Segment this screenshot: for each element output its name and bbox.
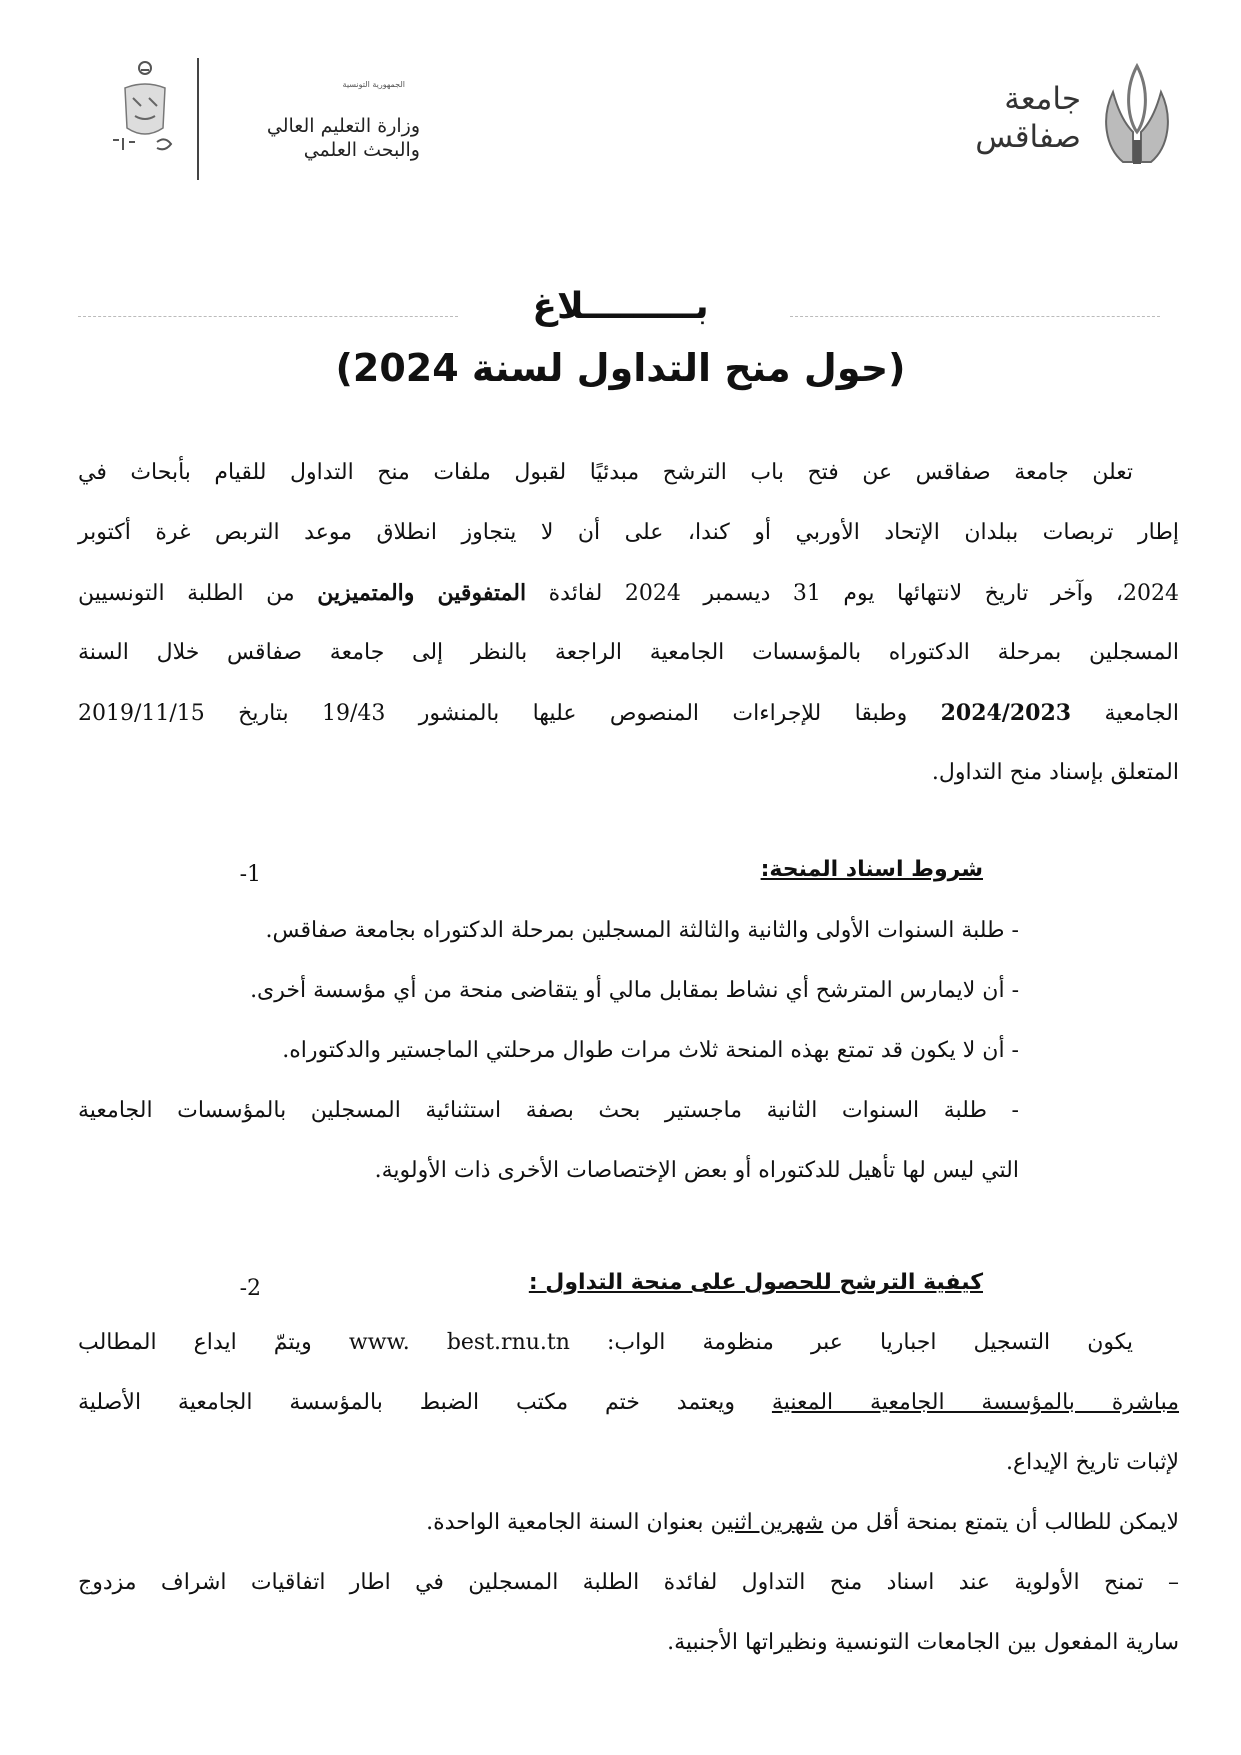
section2-number [240,1276,261,1301]
header-divider [197,58,199,180]
intro-line-1: تعلن جامعة صفاقس عن فتح باب الترشح مبدئيًا لقبول ملفات منح التداول للقيام بأبحاث في [78,460,1133,485]
university-logo [881,62,1181,172]
ministry-name-line2: والبحث العلمي [303,139,420,161]
intro-line-4: المسجلين بمرحلة الدكتوراه بالمؤسسات الجامعية الراجعة بالنظر إلى جامعة صفاقس خلال السنة [78,640,1179,665]
announcement-subtitle: (حول منح التداول لسنة 2024) [335,346,906,390]
republic-label: الجمهورية التونسية [342,80,405,89]
two-months-underlined: شهرين اثنين [710,1510,824,1535]
section2-line-1-b: ويتمّ ايداع المطالب [78,1330,349,1355]
intro-line-5-b: وطبقا للإجراءات المنصوص عليها بالمنشور 19/43 بتاريخ 2019/11/15 [78,701,941,726]
university-name-line1: جامعة [1004,81,1081,117]
section2-line-2-rest: ويعتمد ختم مكتب الضبط بالمؤسسة الجامعية الأصلية [78,1390,772,1415]
intro-line-6: المتعلق بإسناد منح التداول. [931,760,1179,785]
section2-line-4-a: لايمكن للطالب أن يتمتع بمنحة أقل من [823,1510,1179,1535]
university-emblem-icon [1093,62,1181,172]
section2-number-text: -2 [239,1276,261,1301]
intro-line-5-a: الجامعية [1071,701,1179,726]
section2-heading [529,1270,983,1295]
ministry-name [210,114,420,162]
section2-line-4 [78,1510,1179,1535]
section2-line-1-a: يكون التسجيل اجباريا عبر منظومة الواب: [569,1330,1134,1355]
academic-year: 2024/2023 [940,700,1072,726]
ministry-header [105,58,425,188]
section1-number-text: -1 [239,862,261,887]
intro-line-3 [78,580,1179,606]
section2-line-1 [78,1330,1133,1355]
section1-item-1: - طلبة السنوات الأولى والثانية والثالثة المسجلين بمرحلة الدكتوراه بجامعة صفاقس. [265,918,1019,943]
intro-line-3-a: 2024، وآخر تاريخ لانتهائها يوم 31 ديسمبر 2024 لفائدة [526,581,1180,606]
university-name [975,80,1081,156]
section1-number [240,862,261,887]
section2-line-6: سارية المفعول بين الجامعات التونسية ونظيراتها الأجنبية. [667,1630,1179,1655]
tunisia-emblem-icon [105,58,185,168]
ministry-name-line1: وزارة التعليم العالي [266,115,420,137]
section1-item-3: - أن لا يكون قد تمتع بهذه المنحة ثلاث مرات طوال مرحلتي الماجستير والدكتوراه. [282,1038,1019,1063]
website-link[interactable]: www. best.rnu.tn [348,1330,570,1355]
section2-heading-text: كيفية الترشح للحصول على منحة التداول [545,1270,983,1295]
section1-heading: شروط اسناد المنحة: [760,857,983,882]
section1-item-4: - طلبة السنوات الثانية ماجستير بحث بصفة استثنائية المسجلين بالمؤسسات الجامعية [78,1098,1019,1123]
section1-item-4-cont: التي ليس لها تأهيل للدكتوراه أو بعض الإختصاصات الأخرى ذات الأولوية. [374,1158,1019,1183]
section1-item-2: - أن لايمارس المترشح أي نشاط بمقابل مالي أو يتقاضى منحة من أي مؤسسة أخرى. [250,978,1019,1003]
section2-line-4-b: بعنوان السنة الجامعية الواحدة. [426,1510,711,1535]
section2-line-5: – تمنح الأولوية عند اسناد منح التداول لفائدة الطلبة المسجلين في اطار اتفاقيات اشراف مزدوج [78,1570,1179,1595]
intro-line-2: إطار تربصات ببلدان الإتحاد الأوربي أو كندا، على أن لا يتجاوز انطلاق موعد التربص غرة أكتوبر [78,520,1179,545]
university-name-line2: صفاقس [975,119,1081,155]
section2-line-2-underlined: مباشرة بالمؤسسة الجامعية المعنية [771,1390,1179,1415]
intro-line-3-b: من الطلبة التونسيين [78,581,318,606]
announcement-title: بـــــــــلاغ [532,286,709,327]
section2-heading-colon: : [528,1270,546,1295]
intro-highlight: المتفوقين والمتميزين [317,580,527,606]
section2-line-3: لإثبات تاريخ الإيداع. [1005,1450,1179,1475]
section2-line-2 [78,1390,1179,1415]
intro-line-5 [78,700,1179,726]
